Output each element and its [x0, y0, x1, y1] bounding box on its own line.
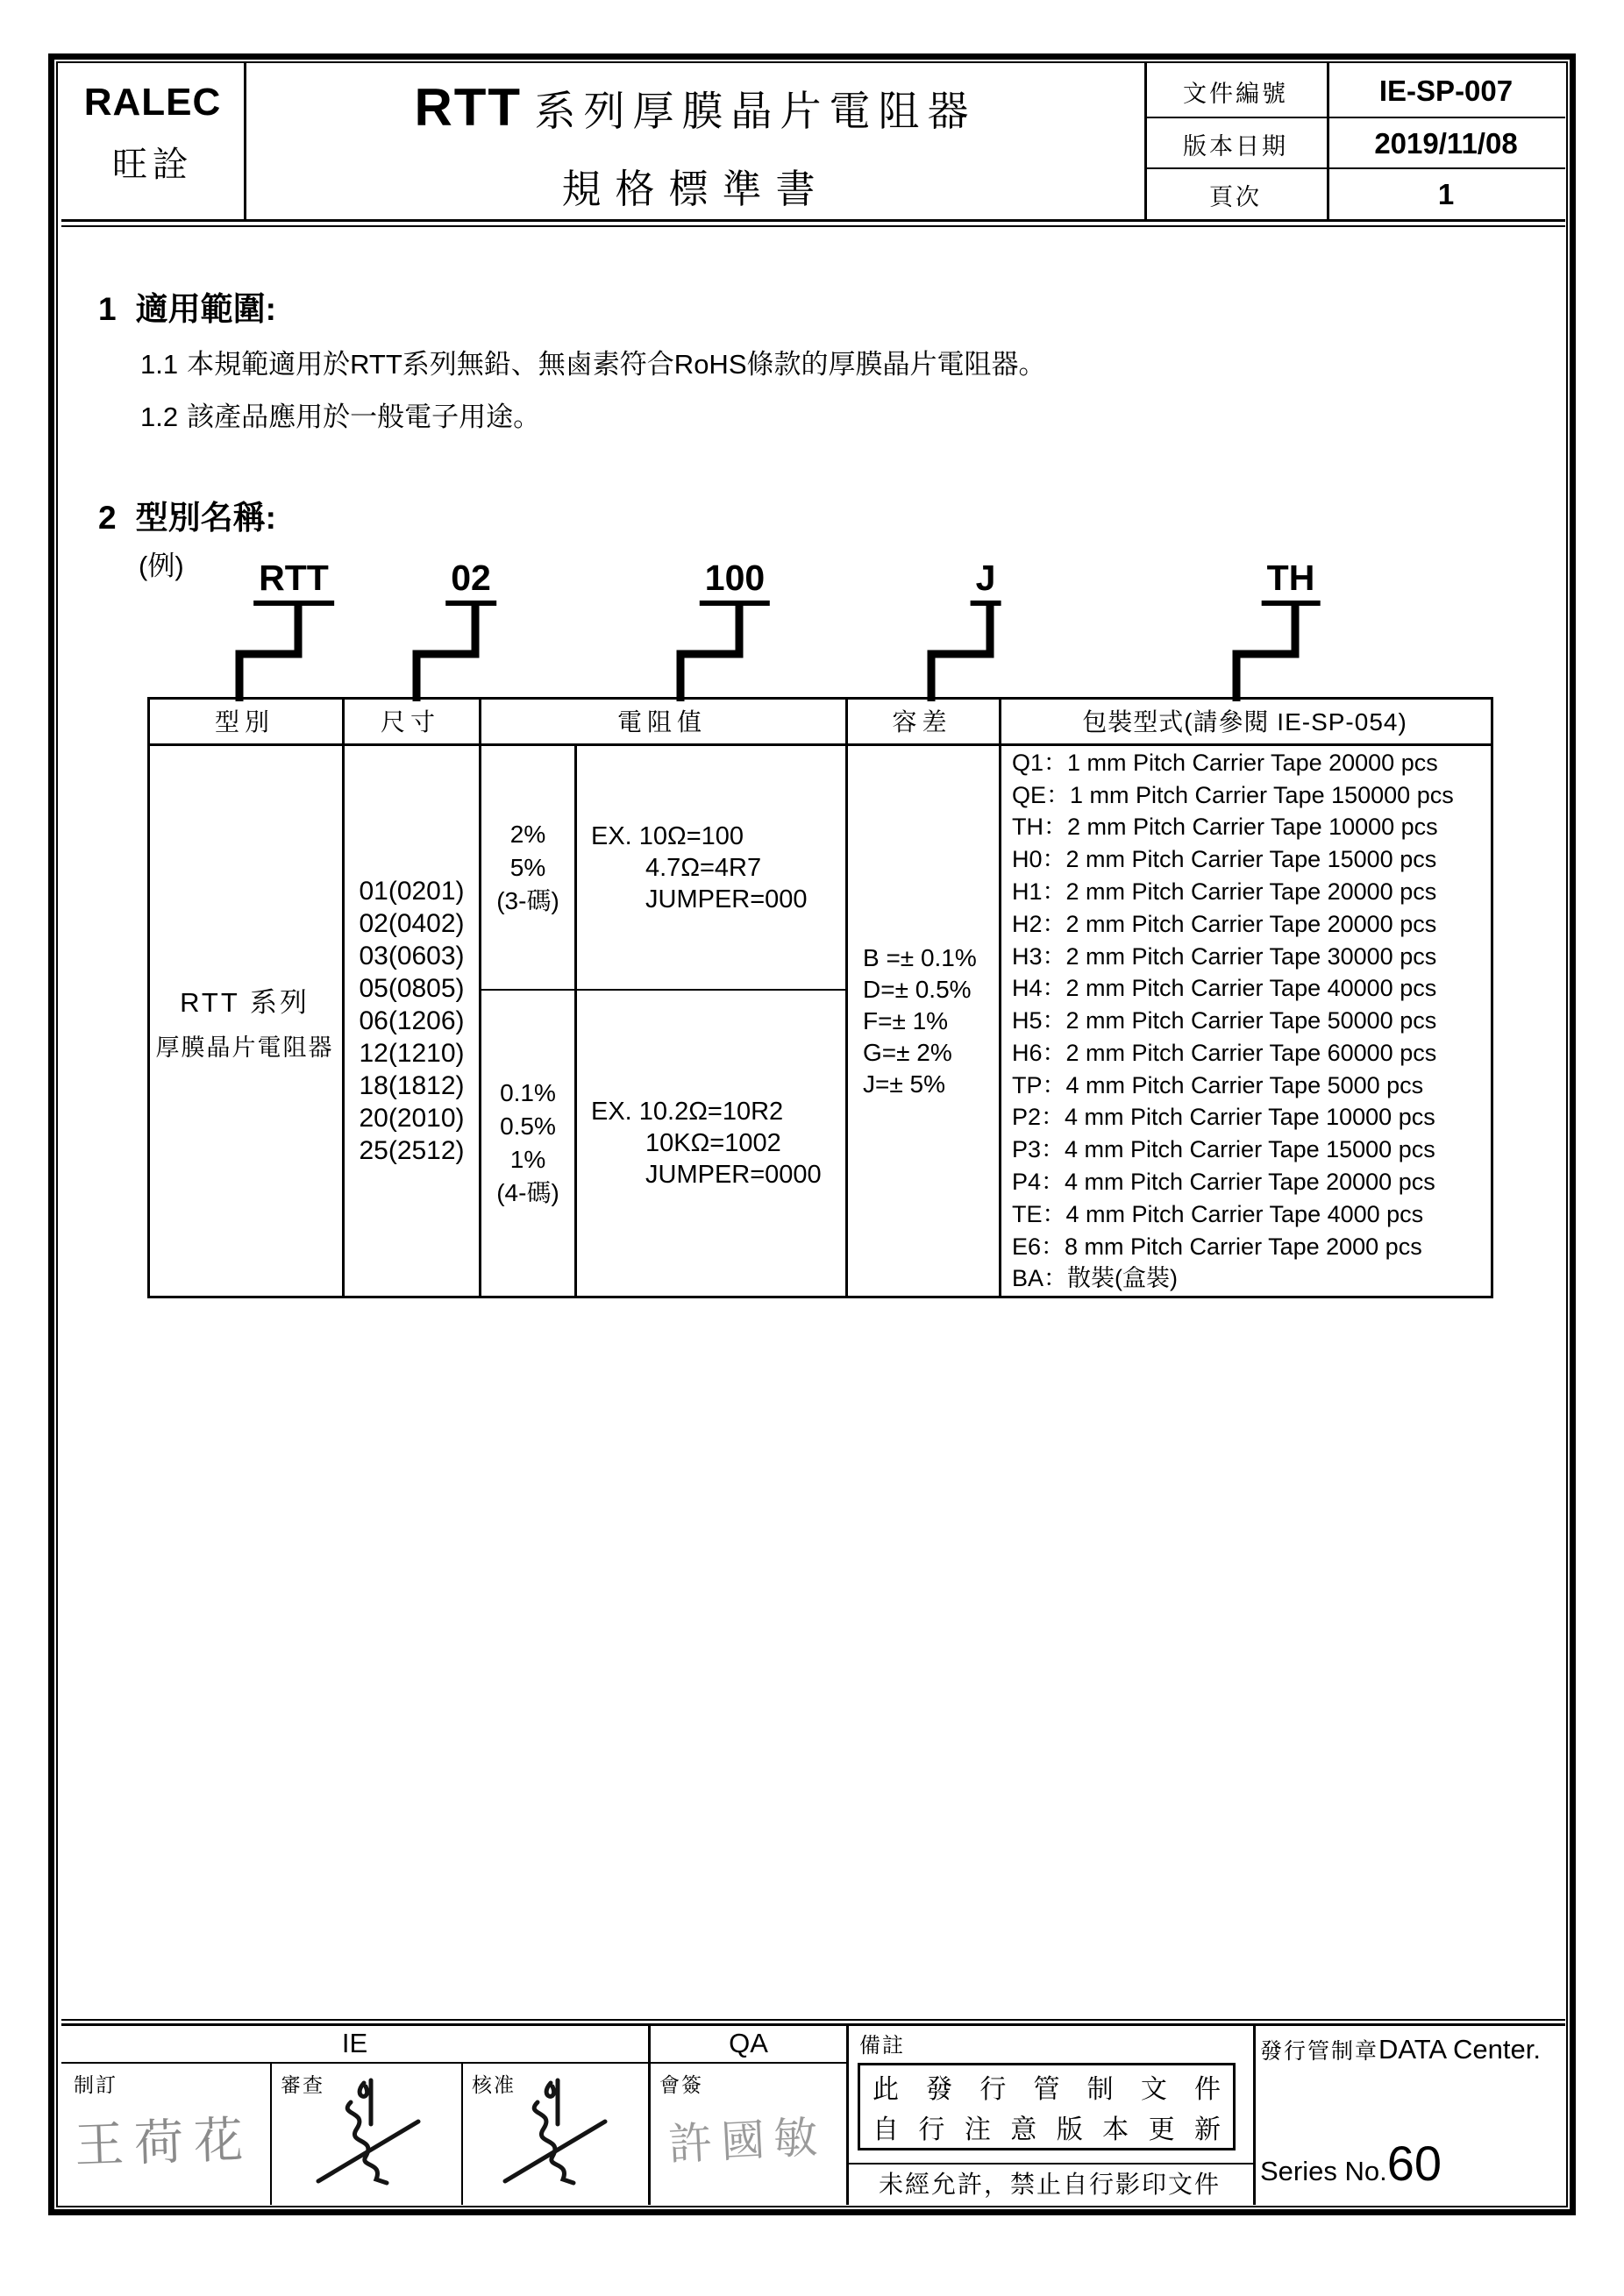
diagram-connector-lines [0, 596, 1624, 703]
doc-number-label: 文件編號 [1183, 80, 1288, 107]
col-header-model: 型別 [214, 707, 274, 736]
tolerance-3code-cell [481, 746, 574, 989]
resistance-example-4code-cell [577, 991, 845, 1296]
page-number-value: 1 [1437, 178, 1455, 210]
table-bottom-border [147, 1296, 1493, 1298]
tolerance-code-item: D=± 0.5% [863, 975, 972, 1003]
section1-item-2 [140, 395, 540, 434]
footer-dept-row-line [61, 2062, 849, 2064]
remark-box-line1: 此發行管制文件 [873, 2075, 1221, 2104]
sign-label-countersign: 會簽 [659, 2073, 703, 2096]
part-code-resistance: 100 [700, 558, 770, 606]
packaging-item: P4：4 mm Pitch Carrier Tape 20000 pcs [1012, 1169, 1435, 1196]
packaging-item: TH：2 mm Pitch Carrier Tape 10000 pcs [1012, 814, 1438, 841]
tolerance-3code-item: 5% [509, 853, 546, 881]
footer-divider-remark-stamp [1253, 2023, 1256, 2205]
packaging-item: H3：2 mm Pitch Carrier Tape 30000 pcs [1012, 942, 1437, 970]
part-code-series: RTT [253, 558, 334, 606]
resistance-example-item: 10KΩ=1002 [645, 1129, 781, 1157]
header-bottom-line-2 [61, 225, 1565, 227]
packaging-item: BA：散裝(盒裝) [1012, 1265, 1178, 1292]
stamp-label: 發行管制章 [1260, 2039, 1379, 2064]
footer-divider-2 [461, 2062, 463, 2205]
sign-label-approve: 核准 [472, 2073, 516, 2096]
packaging-item: H2：2 mm Pitch Carrier Tape 20000 pcs [1012, 910, 1437, 937]
tolerance-4code-item: 0.5% [500, 1112, 556, 1140]
dept-ie-label: IE [341, 2028, 368, 2058]
footer-top-line [61, 2019, 1565, 2021]
part-code-packaging: TH [1262, 558, 1321, 606]
section2-number: 2 [98, 500, 117, 536]
packaging-item: QE：1 mm Pitch Carrier Tape 150000 pcs [1012, 781, 1454, 808]
packaging-item: TP：4 mm Pitch Carrier Tape 5000 pcs [1012, 1071, 1424, 1098]
model-cell [147, 746, 342, 1296]
col-header-packaging: 包裝型式(請參閱 IE-SP-054) [1082, 707, 1407, 736]
packaging-item: E6：8 mm Pitch Carrier Tape 2000 pcs [1012, 1233, 1422, 1260]
version-date-row [1144, 118, 1565, 169]
doc-number-value: IE-SP-007 [1378, 75, 1514, 107]
company-logo-block [61, 81, 244, 221]
signature-countersign: 許國敏 [666, 2111, 828, 2170]
tolerance-3code-item: (3-碼) [496, 886, 559, 914]
version-date-value: 2019/11/08 [1374, 127, 1518, 160]
item-1-1-text: 本規範適用於RTT系列無鉛、無鹵素符合RoHS條款的厚膜晶片電阻器。 [187, 349, 1046, 380]
table-right-border [1491, 697, 1493, 1298]
size-item: 05(0805) [359, 974, 465, 1003]
packaging-item: Q1：1 mm Pitch Carrier Tape 20000 pcs [1012, 749, 1438, 776]
remark-box-line2: 自行注意版本更新 [873, 2115, 1221, 2144]
tolerance-codes-cell [845, 746, 999, 1296]
part-code-size: 02 [445, 558, 496, 606]
company-logo: RALEC [83, 81, 222, 124]
remark-box [858, 2063, 1236, 2150]
size-item: 25(2512) [359, 1136, 465, 1165]
section1-item-1 [140, 342, 1046, 381]
col-header-tolerance: 容差 [892, 707, 952, 736]
stamp-row [1260, 2034, 1541, 2065]
size-item: 12(1210) [359, 1039, 465, 1068]
sign-label-review: 審查 [281, 2073, 324, 2096]
item-1-1-number: 1.1 [140, 349, 179, 380]
series-label: Series No. [1260, 2156, 1387, 2186]
series-number: 60 [1386, 2136, 1442, 2191]
tolerance-4code-cell [481, 991, 574, 1296]
tolerance-4code-item: 1% [509, 1146, 546, 1173]
series-row [1260, 2136, 1442, 2191]
sign-label-draft: 制訂 [74, 2073, 118, 2096]
size-list [345, 746, 479, 1296]
doc-number-row [1144, 66, 1565, 117]
packaging-item: H0：2 mm Pitch Carrier Tape 15000 pcs [1012, 846, 1437, 873]
col-header-resistance: 電阻值 [616, 707, 707, 736]
page-number-label: 頁次 [1209, 183, 1262, 210]
size-item: 06(1206) [359, 1006, 465, 1035]
document-title-line2: 規格標準書 [561, 167, 830, 211]
tolerance-code-item: J=± 5% [863, 1070, 945, 1098]
size-item: 18(1812) [359, 1071, 465, 1100]
stamp-value: DATA Center. [1378, 2034, 1541, 2065]
item-1-2-number: 1.2 [140, 402, 179, 432]
section2-heading [98, 491, 276, 538]
packaging-item: H1：2 mm Pitch Carrier Tape 20000 pcs [1012, 878, 1437, 905]
signature-approve-scribble [489, 2076, 621, 2199]
title-series-name: 系列厚膜晶片電阻器 [534, 88, 977, 134]
dept-qa-label: QA [729, 2028, 768, 2058]
part-code-tolerance: J [971, 558, 1001, 606]
section1-heading [98, 282, 276, 330]
model-series-line2: 厚膜晶片電阻器 [155, 1034, 334, 1061]
remark-bottom-note: 未經允許，禁止自行影印文件 [878, 2171, 1221, 2198]
tolerance-3code-item: 2% [509, 820, 546, 848]
packaging-item: P3：4 mm Pitch Carrier Tape 15000 pcs [1012, 1136, 1435, 1163]
section1-title: 適用範圍: [135, 291, 276, 327]
size-item: 03(0603) [359, 942, 465, 970]
tolerance-code-item: B =± 0.1% [863, 943, 977, 971]
resistance-example-3code-cell [577, 746, 845, 989]
tolerance-4code-item: 0.1% [500, 1079, 556, 1106]
size-item: 01(0201) [359, 877, 465, 906]
resistance-example-item: 4.7Ω=4R7 [645, 853, 762, 882]
title-series-code: RTT [414, 78, 523, 137]
tolerance-code-item: G=± 2% [863, 1038, 952, 1066]
tolerance-code-item: F=± 1% [863, 1006, 949, 1034]
packaging-item: H6：2 mm Pitch Carrier Tape 60000 pcs [1012, 1039, 1437, 1066]
page-number-row [1144, 169, 1565, 220]
resistance-example-item: EX. 10Ω=100 [591, 821, 744, 850]
resistance-example-item: EX. 10.2Ω=10R2 [591, 1098, 784, 1126]
signature-draft: 王荷花 [74, 2111, 255, 2173]
col-header-size: 尺寸 [380, 707, 440, 736]
document-title-block [246, 77, 1144, 219]
size-item: 02(0402) [359, 909, 465, 938]
example-note: (例) [139, 551, 184, 581]
section2-title: 型別名稱: [135, 500, 276, 536]
remark-label: 備註 [859, 2034, 905, 2058]
signature-review-scribble [303, 2076, 434, 2199]
section1-number: 1 [98, 291, 117, 327]
packaging-list-cell [999, 746, 1491, 1296]
tolerance-4code-item: (4-碼) [496, 1179, 559, 1206]
packaging-item: H4：2 mm Pitch Carrier Tape 40000 pcs [1012, 975, 1437, 1002]
packaging-item: P2：4 mm Pitch Carrier Tape 10000 pcs [1012, 1104, 1435, 1131]
packaging-item: H5：2 mm Pitch Carrier Tape 50000 pcs [1012, 1007, 1437, 1034]
footer-divider-1 [270, 2062, 272, 2205]
model-series-line1: RTT 系列 [180, 986, 310, 1018]
company-name-chinese: 旺詮 [112, 146, 193, 184]
version-date-label: 版本日期 [1183, 132, 1288, 160]
resistance-example-item: JUMPER=000 [645, 885, 808, 913]
item-1-2-text: 該產品應用於一般電子用途。 [187, 402, 541, 432]
size-item: 20(2010) [359, 1104, 465, 1133]
document-title-line1 [246, 77, 1144, 138]
resistance-example-item: JUMPER=0000 [645, 1161, 822, 1189]
packaging-item: TE：4 mm Pitch Carrier Tape 4000 pcs [1012, 1200, 1424, 1227]
